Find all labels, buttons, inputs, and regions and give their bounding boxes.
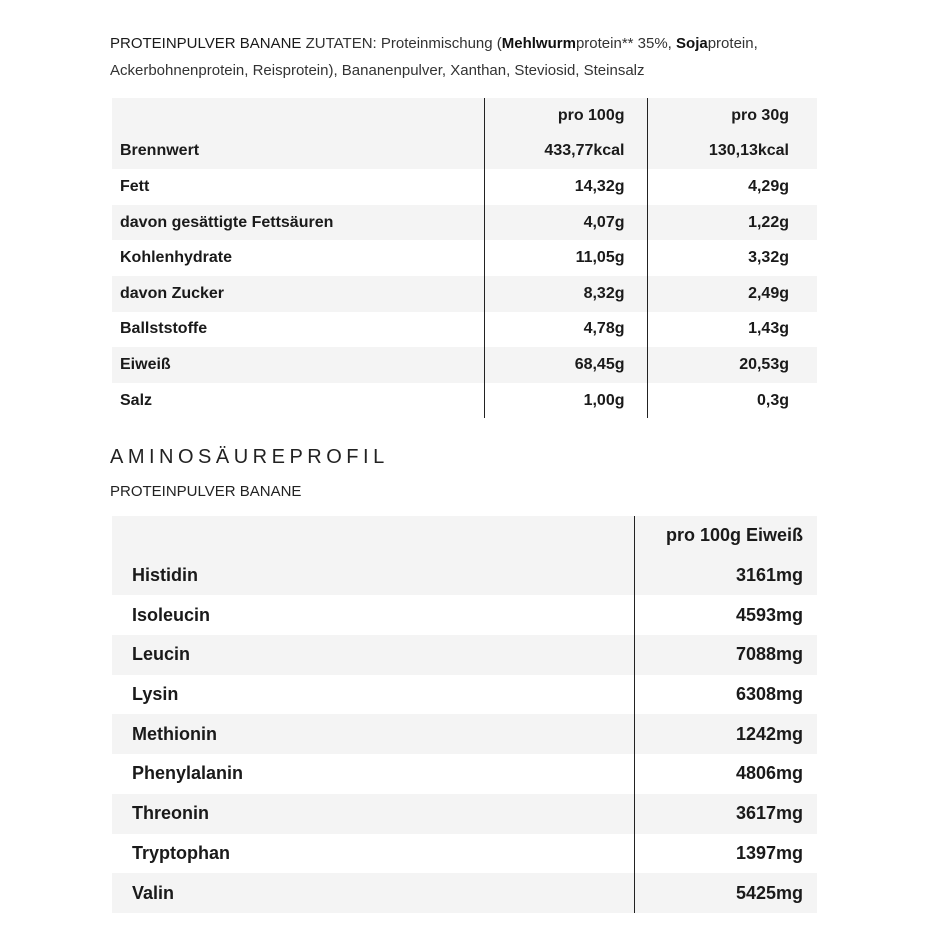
nutrient-label: Brennwert (120, 142, 200, 160)
nutrient-label: Ballststoffe (120, 320, 208, 338)
nutrient-per30: 0,3g (647, 383, 817, 419)
nutrient-per30: 4,29g (647, 169, 817, 205)
ingredients-prefix: ZUTATEN: Proteinmischung ( (301, 35, 502, 52)
amino-value: 6308mg (634, 675, 817, 715)
amino-value: 3617mg (634, 794, 817, 834)
amino-value: 4593mg (634, 595, 817, 635)
amino-section-subtitle: PROTEINPULVER BANANE (110, 483, 302, 500)
nutrient-per30: 2,49g (647, 276, 817, 312)
nutrient-per100: 4,07g (484, 205, 647, 241)
product-name: PROTEINPULVER BANANE (110, 35, 302, 52)
table-row (112, 635, 817, 675)
table-row (112, 347, 817, 383)
nutrient-label: davon gesättigte Fettsäuren (120, 213, 334, 231)
table-row (112, 873, 817, 913)
table-row (112, 312, 817, 348)
amino-value: 1242mg (634, 714, 817, 754)
nutrient-per30: 3,32g (647, 240, 817, 276)
ingredient-bold-soja: Soja (676, 35, 708, 52)
nutrient-label: davon Zucker (120, 284, 225, 302)
nutrient-per30: 1,22g (647, 205, 817, 241)
amino-header-row (112, 516, 817, 556)
nutrition-header-row (112, 98, 817, 134)
amino-label: Threonin (132, 803, 209, 824)
ingredients-text (110, 30, 830, 84)
nutrient-per100: 433,77kcal (484, 134, 647, 170)
amino-label: Phenylalanin (132, 763, 244, 784)
amino-label: Leucin (132, 644, 191, 665)
table-row (112, 240, 817, 276)
ingredients-mid: protein** 35%, (575, 35, 677, 52)
nutrient-label: Salz (120, 391, 153, 409)
table-row (112, 595, 817, 635)
nutrient-per100: 4,78g (484, 312, 647, 348)
table-row (112, 556, 817, 596)
amino-value: 4806mg (634, 754, 817, 794)
nutrient-per100: 14,32g (484, 169, 647, 205)
table-row (112, 383, 817, 419)
amino-header-value: pro 100g Eiweiß (634, 516, 817, 556)
amino-label: Tryptophan (132, 842, 230, 863)
table-row (112, 134, 817, 170)
nutrient-label: Eiweiß (120, 355, 171, 373)
nutrient-per100: 8,32g (484, 276, 647, 312)
table-row (112, 169, 817, 205)
amino-header-label (112, 516, 634, 556)
nutrient-label: Fett (120, 177, 150, 195)
nutrition-table (112, 98, 817, 418)
amino-table (112, 516, 817, 913)
amino-value: 3161mg (634, 556, 817, 596)
table-row (112, 276, 817, 312)
nutrient-per30: 20,53g (647, 347, 817, 383)
nutrition-header-label (112, 98, 484, 134)
amino-label: Isoleucin (132, 604, 211, 625)
nutrition-header-per30: pro 30g (647, 98, 817, 134)
nutrient-per30: 1,43g (647, 312, 817, 348)
nutrient-per100: 68,45g (484, 347, 647, 383)
amino-label: Methionin (132, 723, 217, 744)
amino-section-title: AMINOSÄUREPROFIL (110, 446, 389, 468)
amino-label: Histidin (132, 565, 198, 586)
amino-label: Valin (132, 882, 175, 903)
table-row (112, 754, 817, 794)
table-row (112, 675, 817, 715)
amino-value: 7088mg (634, 635, 817, 675)
ingredient-bold-mehlwurm: Mehlwurm (501, 35, 576, 52)
ingredients-rest: protein, Ackerbohnenprotein, Reisprotein), Bananenpulver, Xanthan, Steviosid, Steinsalz (110, 35, 758, 79)
table-row (112, 714, 817, 754)
amino-value: 1397mg (634, 834, 817, 874)
nutrient-per100: 11,05g (484, 240, 647, 276)
nutrient-label: Kohlenhydrate (120, 249, 233, 267)
table-row (112, 794, 817, 834)
table-row (112, 834, 817, 874)
nutrition-header-per100: pro 100g (484, 98, 647, 134)
nutrient-per100: 1,00g (484, 383, 647, 419)
amino-label: Lysin (132, 684, 179, 705)
nutrient-per30: 130,13kcal (647, 134, 817, 170)
table-row (112, 205, 817, 241)
amino-value: 5425mg (634, 873, 817, 913)
